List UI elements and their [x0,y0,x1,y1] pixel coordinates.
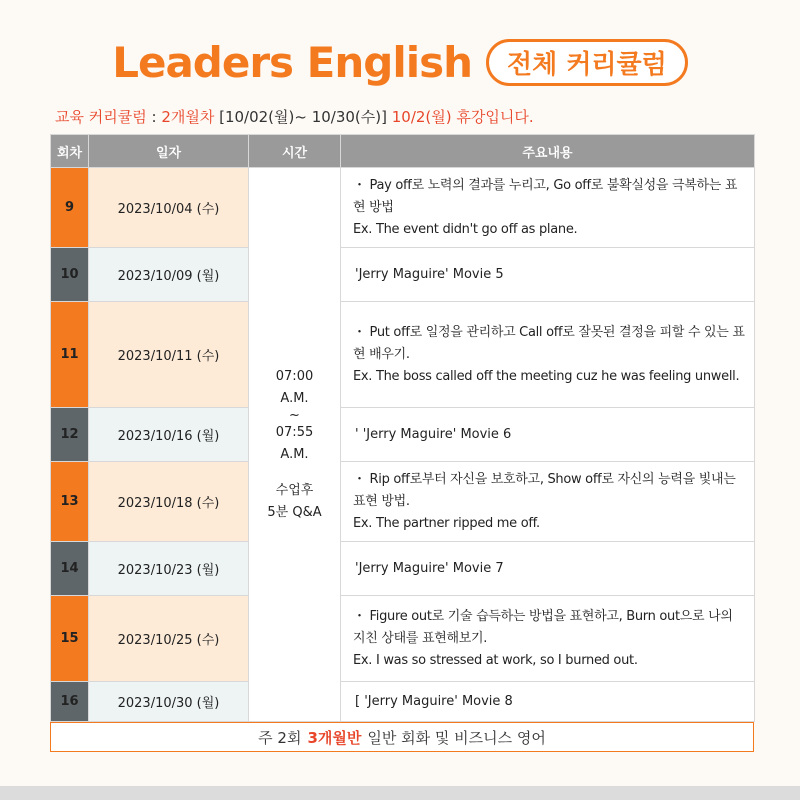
footer-suffix: 일반 회화 및 비즈니스 영어 [367,728,546,747]
title-badge: 전체 커리큘럼 [486,39,688,86]
page-title: Leaders English [112,38,473,87]
session-number: 14 [51,542,89,596]
table-row [51,596,755,682]
content-summary: ・ Put off로 일정을 관리하고 Call off로 잘못된 결정을 피할 수 있는 표현 배우기. [353,324,745,362]
subtitle-month: 2개월차 [161,108,215,126]
session-date: 2023/10/23 (월) [89,542,249,596]
content-summary: ・ Figure out로 기술 습득하는 방법을 표현하고, Burn out으로 나의 지친 상태를 표현해보기. [353,608,733,646]
subtitle-holiday: 10/2(월) 휴강입니다. [391,108,534,126]
session-content [341,302,755,408]
header-content: 주요내용 [341,135,755,168]
qa-note-2: 5분 Q&A [267,504,322,520]
header-date: 일자 [89,135,249,168]
time-sep: ~ [289,407,300,423]
content-summary: ・ Rip off로부터 자신을 보호하고, Show off로 자신의 능력을 빛내는 표현 방법. [353,471,736,509]
movie-session: 'Jerry Maguire' Movie 7 [341,542,755,596]
bottom-strip [0,786,800,800]
session-number: 15 [51,596,89,682]
session-date: 2023/10/11 (수) [89,302,249,408]
table-header-row [51,135,755,168]
content-example: Ex. The boss called off the meeting cuz he was feeling unwell. [353,368,740,384]
table-row [51,462,755,542]
session-number: 9 [51,168,89,248]
time-start-ampm: A.M. [280,390,309,406]
table-row [51,682,755,722]
time-end: 07:55 [275,424,314,440]
session-date: 2023/10/30 (월) [89,682,249,722]
session-content [341,462,755,542]
session-date: 2023/10/04 (수) [89,168,249,248]
session-date: 2023/10/09 (월) [89,248,249,302]
time-end-ampm: A.M. [280,446,309,462]
table-row [51,168,755,248]
class-time [249,168,341,722]
table-row [51,408,755,462]
session-number: 10 [51,248,89,302]
subtitle-range: [10/02(월)~ 10/30(수)] [214,108,392,126]
movie-session: ' 'Jerry Maguire' Movie 6 [341,408,755,462]
session-content [341,596,755,682]
footer-highlight: 3개월반 [307,728,362,747]
title-row [0,38,800,87]
subtitle-label: 교육 커리큘럼 [55,108,147,126]
subtitle [55,106,534,127]
header-time: 시간 [249,135,341,168]
session-number: 13 [51,462,89,542]
course-summary-footer [50,722,754,752]
movie-session: 'Jerry Maguire' Movie 5 [341,248,755,302]
content-summary: ・ Pay off로 노력의 결과를 누리고, Go off로 불확실성을 극복하는 표현 방법 [353,177,738,215]
header-session: 회차 [51,135,89,168]
table-row [51,302,755,408]
session-content [341,168,755,248]
session-date: 2023/10/16 (월) [89,408,249,462]
subtitle-colon: : [146,108,162,126]
time-start: 07:00 [275,368,314,384]
content-example: Ex. The event didn't go off as plane. [353,221,578,237]
curriculum-table [50,134,755,722]
table-row [51,248,755,302]
movie-session: [ 'Jerry Maguire' Movie 8 [341,682,755,722]
content-example: Ex. The partner ripped me off. [353,515,540,531]
session-date: 2023/10/25 (수) [89,596,249,682]
session-number: 11 [51,302,89,408]
content-example: Ex. I was so stressed at work, so I burned out. [353,652,638,668]
table-row [51,542,755,596]
footer-prefix: 주 2회 [258,728,302,747]
session-number: 16 [51,682,89,722]
session-date: 2023/10/18 (수) [89,462,249,542]
session-number: 12 [51,408,89,462]
qa-note-1: 수업후 [275,482,314,498]
